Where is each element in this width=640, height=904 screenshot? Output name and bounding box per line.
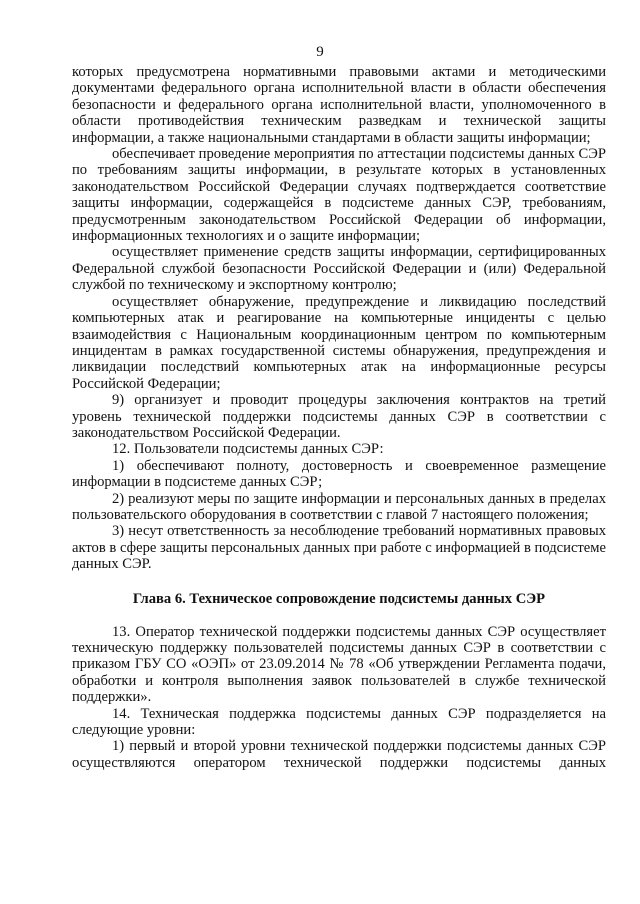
page-number: 9 [316, 44, 324, 60]
paragraph-item-9: 9) организует и проводит процедуры заключения контрактов на третий уровень технической поддержки подсистемы данных СЭР в соответствии с законодательством Российской Федерации. [72, 392, 606, 441]
paragraph-security-docs: которых предусмотрена нормативными правовыми актами и методическими документами федерального органа исполнительной власти в области обеспечения безопасности и федерального органа исполнительной власти, уполномоченного в области противодействия техническим разведкам и технической защиты информации, а также национальными стандартами в области защиты информации; [72, 64, 606, 146]
paragraph-attack-detection: осуществляет обнаружение, предупреждение и ликвидацию последствий компьютерных атак и реагирование на компьютерные инциденты с целью взаимодействия с Национальным координационным центром по компьютерным инцидентам в рамках государственной системы обнаружения, предупреждения и ликвидации последствий компьютерных атак на информационные ресурсы Российской Федерации; [72, 293, 606, 392]
paragraph-14-item-1: 1) первый и второй уровни технической поддержки подсистемы данных СЭР осуществляются оператором технической поддержки подсистемы данных [72, 738, 606, 771]
chapter-heading: Глава 6. Техническое сопровождение подсистемы данных СЭР [132, 590, 546, 607]
paragraph-section-13: 13. Оператор технической поддержки подсистемы данных СЭР осуществляет техническую поддержку пользователей подсистемы данных СЭР в соответствии с приказом ГБУ СО «ОЭП» от 23.09.2014 № 78 «Об утверждении Регламента подачи, обработки и контроля выполнения заявок пользователей в службе технической поддержки». [72, 623, 606, 706]
paragraph-section-12: 12. Пользователи подсистемы данных СЭР: [112, 441, 384, 458]
paragraph-12-item-3: 3) несут ответственность за несоблюдение требований нормативных правовых актов в сфере защиты персональных данных при работе с информацией в подсистеме данных СЭР. [72, 523, 606, 573]
paragraph-12-item-1: 1) обеспечивают полноту, достоверность и своевременное размещение информации в подсистеме данных СЭР; [72, 457, 606, 491]
paragraph-section-14: 14. Техническая поддержка подсистемы данных СЭР подразделяется на следующие уровни: [72, 705, 606, 739]
paragraph-attestation: обеспечивает проведение мероприятия по аттестации подсистемы данных СЭР по требованиям защиты информации, в результате которых в установленных законодательством Российской Федерации случаях подтверждается соответствие защиты информации, содержащейся в подсистеме данных СЭР, требованиям, предусмотренным законодательством Российской Федерации об информации, информационных технологиях и о защите информации; [72, 146, 606, 245]
paragraph-12-item-2: 2) реализуют меры по защите информации и персональных данных в пределах пользовательского оборудования в соответствии с главой 7 настоящего положения; [72, 490, 606, 523]
document-body [72, 64, 606, 771]
paragraph-certified-tools: осуществляет применение средств защиты информации, сертифицированных Федеральной службой безопасности Российской Федерации и (или) Федеральной службой по техническому и экспортному контролю; [72, 244, 606, 294]
